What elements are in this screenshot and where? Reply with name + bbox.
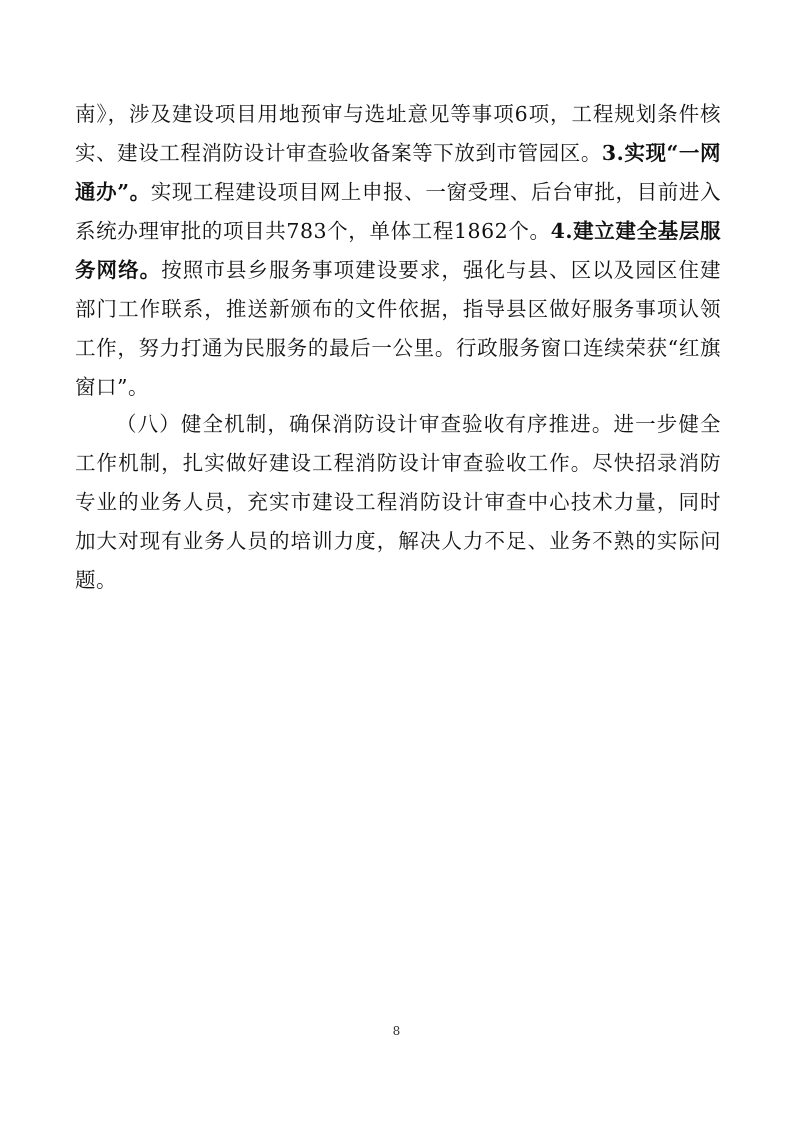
paragraph-text-segment: 实现工程建设项目网上申报、一窗受理、后台审批，目前进入系统办理审批的项目共783个，单体工程1862个。 [75,180,722,243]
bold-heading-service-network: 4.建立建全基层服务网络。 [75,219,721,282]
paragraph-text-segment: 南》，涉及建设项目用地预审与选址意见等事项6项，工程规划条件核实、建设工程消防设计审查验收备案等下放到市管园区。 [75,102,721,165]
paragraph-text-segment: 按照市县乡服务事项建设要求，强化与县、区以及园区住建部门工作联系，推送新颁布的文件依据，指导县区做好服务事项认领工作，努力打通为民服务的最后一公里。行政服务窗口连续荣获“红旗窗口”。 [75,258,722,399]
page-number: 8 [392,1024,401,1038]
paragraph-continuation [75,95,721,407]
paragraph-section-eight: （八）健全机制，确保消防设计审查验收有序推进。进一步健全工作机制，扎实做好建设工程消防设计审查验收工作。尽快招录消防专业的业务人员，充实市建设工程消防设计审查中心技术力量，同时加大对现有业务人员的培训力度，解决人力不足、业务不熟的实际问题。 [75,412,721,592]
bold-heading-one-network: 3.实现“一网通办”。 [75,141,721,204]
